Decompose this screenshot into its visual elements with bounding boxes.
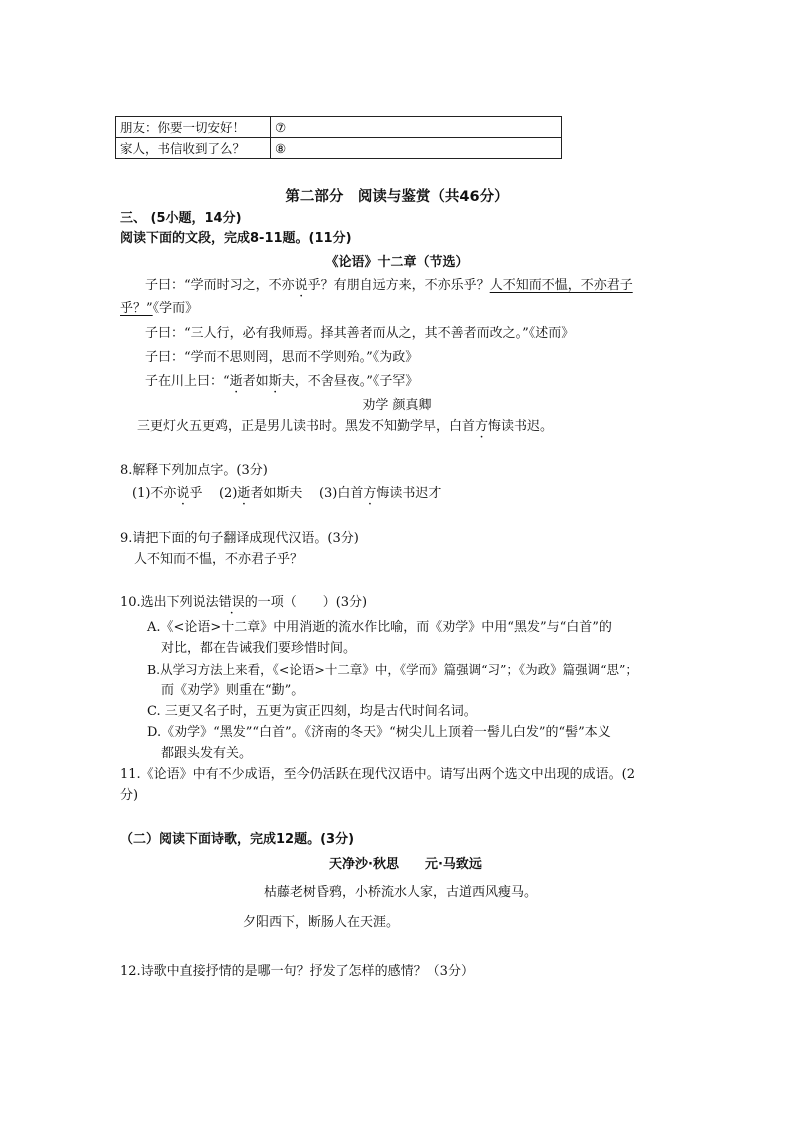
text: (2) bbox=[218, 486, 238, 501]
q8-items bbox=[132, 485, 441, 503]
text: (3)白首 bbox=[318, 486, 364, 501]
table-row bbox=[116, 138, 562, 159]
text: 子在川上曰：“ bbox=[145, 374, 230, 389]
q11-line-2: 分) bbox=[120, 788, 139, 803]
q10-option-c: C. 三更又名子时，五更为寅正四刻，均是古代时间名词。 bbox=[147, 704, 477, 719]
q9-sentence: 人不知而不愠，不亦君子乎？ bbox=[134, 552, 304, 567]
text: 乎？有朋自远方来，不亦乐乎？ bbox=[307, 278, 490, 293]
lunyu-line-5 bbox=[145, 373, 418, 391]
lunyu-line-3: 子曰：“三人行，必有我师焉。择其善者而从之，其不善者而改之。”《述而》 bbox=[145, 326, 575, 341]
dotted-char: 逝 bbox=[229, 374, 243, 389]
q12-stem: 12.诗歌中直接抒情的是哪一句？抒发了怎样的感情？（3分） bbox=[120, 964, 474, 979]
dotted-char: 说 bbox=[176, 486, 190, 501]
dotted-char: 错误 bbox=[218, 595, 245, 610]
underlined-text: 人不知而不愠，不亦君子 bbox=[489, 278, 633, 293]
q10-option-b-line-2: 而《劝学》则重在“勤”。 bbox=[161, 683, 305, 698]
underlined-text: 乎？” bbox=[120, 301, 153, 316]
lunyu-line-4: 子曰：“学而不思则罔，思而不学则殆。”《为政》 bbox=[145, 350, 419, 365]
q10-stem bbox=[120, 594, 367, 612]
lunyu-line-1 bbox=[145, 277, 633, 295]
text: 10.选出下列说法 bbox=[120, 595, 219, 610]
poem-section-heading: （二）阅读下面诗歌，完成12题。(3分) bbox=[120, 832, 355, 847]
lunyu-line-2 bbox=[120, 300, 198, 318]
q10-option-d-line-2: 都跟头发有关。 bbox=[161, 746, 253, 761]
poem-line-2: 夕阳西下，断肠人在天涯。 bbox=[243, 915, 400, 930]
lunyu-title: 《论语》十二章（节选） bbox=[325, 255, 469, 270]
table-cell-answer: ⑧ bbox=[271, 138, 562, 159]
quanxue-title: 劝学 颜真卿 bbox=[362, 398, 432, 413]
q9-stem: 9.请把下面的句子翻译成现代汉语。(3分) bbox=[120, 531, 359, 546]
dotted-char: 逝 bbox=[237, 486, 251, 501]
section3-heading: 三、 (5小题，14分) bbox=[120, 211, 242, 226]
table-cell-label: 家人，书信收到了么？ bbox=[116, 138, 271, 159]
q10-option-d-line-1: D.《劝学》“黑发”“白首”。《济南的冬天》“树尖儿上顶着一髻儿白发”的“髻”本义 bbox=[147, 725, 611, 740]
text: 夫，不舍昼夜。”《子罕》 bbox=[281, 374, 419, 389]
text: 《学而》 bbox=[152, 301, 199, 316]
q11-line-1: 11.《论语》中有不少成语，至今仍活跃在现代汉语中。请写出两个选文中出现的成语。(2 bbox=[120, 767, 636, 782]
dotted-char: 方 bbox=[475, 419, 489, 434]
text: 者如斯夫 bbox=[250, 486, 303, 501]
text: 的一项（ ）(3分) bbox=[244, 595, 368, 610]
q8-stem: 8.解释下列加点字。(3分) bbox=[120, 463, 268, 478]
table-cell-label: 朋友：你要一切安好！ bbox=[116, 117, 271, 138]
answer-table bbox=[115, 116, 562, 159]
poem-title: 天净沙·秋思 元·马致远 bbox=[329, 857, 482, 872]
text: 悔读书迟才 bbox=[376, 486, 442, 501]
q10-option-b-line-1: B.从学习方法上来看，《<论语>十二章》中，《学而》篇强调“习”；《为政》篇强调“思”； bbox=[147, 662, 638, 677]
quanxue-line bbox=[137, 418, 553, 436]
q10-option-a-line-2: 对比，都在告诫我们要珍惜时间。 bbox=[161, 641, 357, 656]
part2-title: 第二部分 阅读与鉴赏（共46分） bbox=[285, 189, 509, 205]
dotted-char: 斯 bbox=[268, 374, 282, 389]
text: 者如 bbox=[242, 374, 269, 389]
q10-option-a-line-1: A.《<论语>十二章》中用消逝的流水作比喻，而《劝学》中用“黑发”与“白首”的 bbox=[147, 620, 612, 635]
poem-line-1: 枯藤老树昏鸦，小桥流水人家，古道西风瘦马。 bbox=[264, 885, 538, 900]
text: 乎 bbox=[189, 486, 203, 501]
table-cell-answer: ⑦ bbox=[271, 117, 562, 138]
text: 三更灯火五更鸡，正是男儿读书时。黑发不知勤学早，白首 bbox=[137, 419, 476, 434]
dotted-char: 说 bbox=[294, 278, 308, 293]
passage-instruction: 阅读下面的文段，完成8-11题。(11分) bbox=[120, 231, 352, 246]
dotted-char: 方 bbox=[363, 486, 377, 501]
text: (1)不亦 bbox=[132, 486, 177, 501]
text: 子曰：“学而时习之，不亦 bbox=[145, 278, 295, 293]
text: 悔读书迟。 bbox=[488, 419, 554, 434]
table-row bbox=[116, 117, 562, 138]
